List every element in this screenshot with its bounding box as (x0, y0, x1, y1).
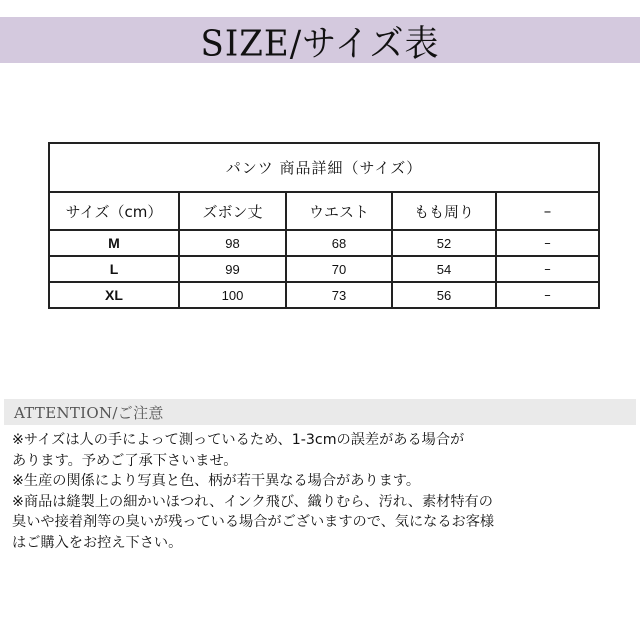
header-length: ズボン丈 (179, 192, 286, 230)
row-length: 100 (179, 282, 286, 308)
row-thigh: 52 (392, 230, 496, 256)
title-banner (0, 17, 640, 63)
header-thigh: もも周り (392, 192, 496, 230)
row-extra: – (496, 282, 599, 308)
table-caption: パンツ 商品詳細（サイズ） (49, 143, 599, 192)
note-line: あります。予めご了承下さいませ。 (12, 452, 238, 469)
header-size: サイズ（cm） (49, 192, 179, 230)
header-waist: ウエスト (286, 192, 392, 230)
note-line: ※サイズは人の手によって測っているため、1-3cmの誤差がある場合が (12, 432, 465, 448)
attention-notes (12, 430, 632, 553)
size-table (48, 142, 600, 309)
row-length: 98 (179, 230, 286, 256)
row-size: XL (49, 282, 179, 308)
header-extra: – (496, 192, 599, 230)
row-thigh: 54 (392, 256, 496, 282)
note-line: ※生産の関係により写真と色、柄が若干異なる場合があります。 (12, 473, 421, 489)
row-thigh: 56 (392, 282, 496, 308)
table-row (49, 230, 599, 256)
row-waist: 68 (286, 230, 392, 256)
row-waist: 73 (286, 282, 392, 308)
row-extra: – (496, 230, 599, 256)
page-title: SIZE/サイズ表 (200, 22, 440, 65)
row-extra: – (496, 256, 599, 282)
note-line: はご購入をお控え下さい。 (12, 534, 183, 551)
table-header-row (49, 192, 599, 230)
table-row (49, 282, 599, 308)
row-length: 99 (179, 256, 286, 282)
table-row (49, 256, 599, 282)
row-size: L (49, 256, 179, 282)
table-caption-row (49, 143, 599, 192)
attention-title: ATTENTION/ご注意 (14, 403, 164, 422)
note-line: 臭いや接着剤等の臭いが残っている場合がございますので、気になるお客様 (12, 514, 495, 530)
row-size: M (49, 230, 179, 256)
note-line: ※商品は縫製上の細かいほつれ、インク飛び、織りむら、汚れ、素材特有の (12, 493, 493, 510)
attention-header (4, 399, 636, 425)
row-waist: 70 (286, 256, 392, 282)
